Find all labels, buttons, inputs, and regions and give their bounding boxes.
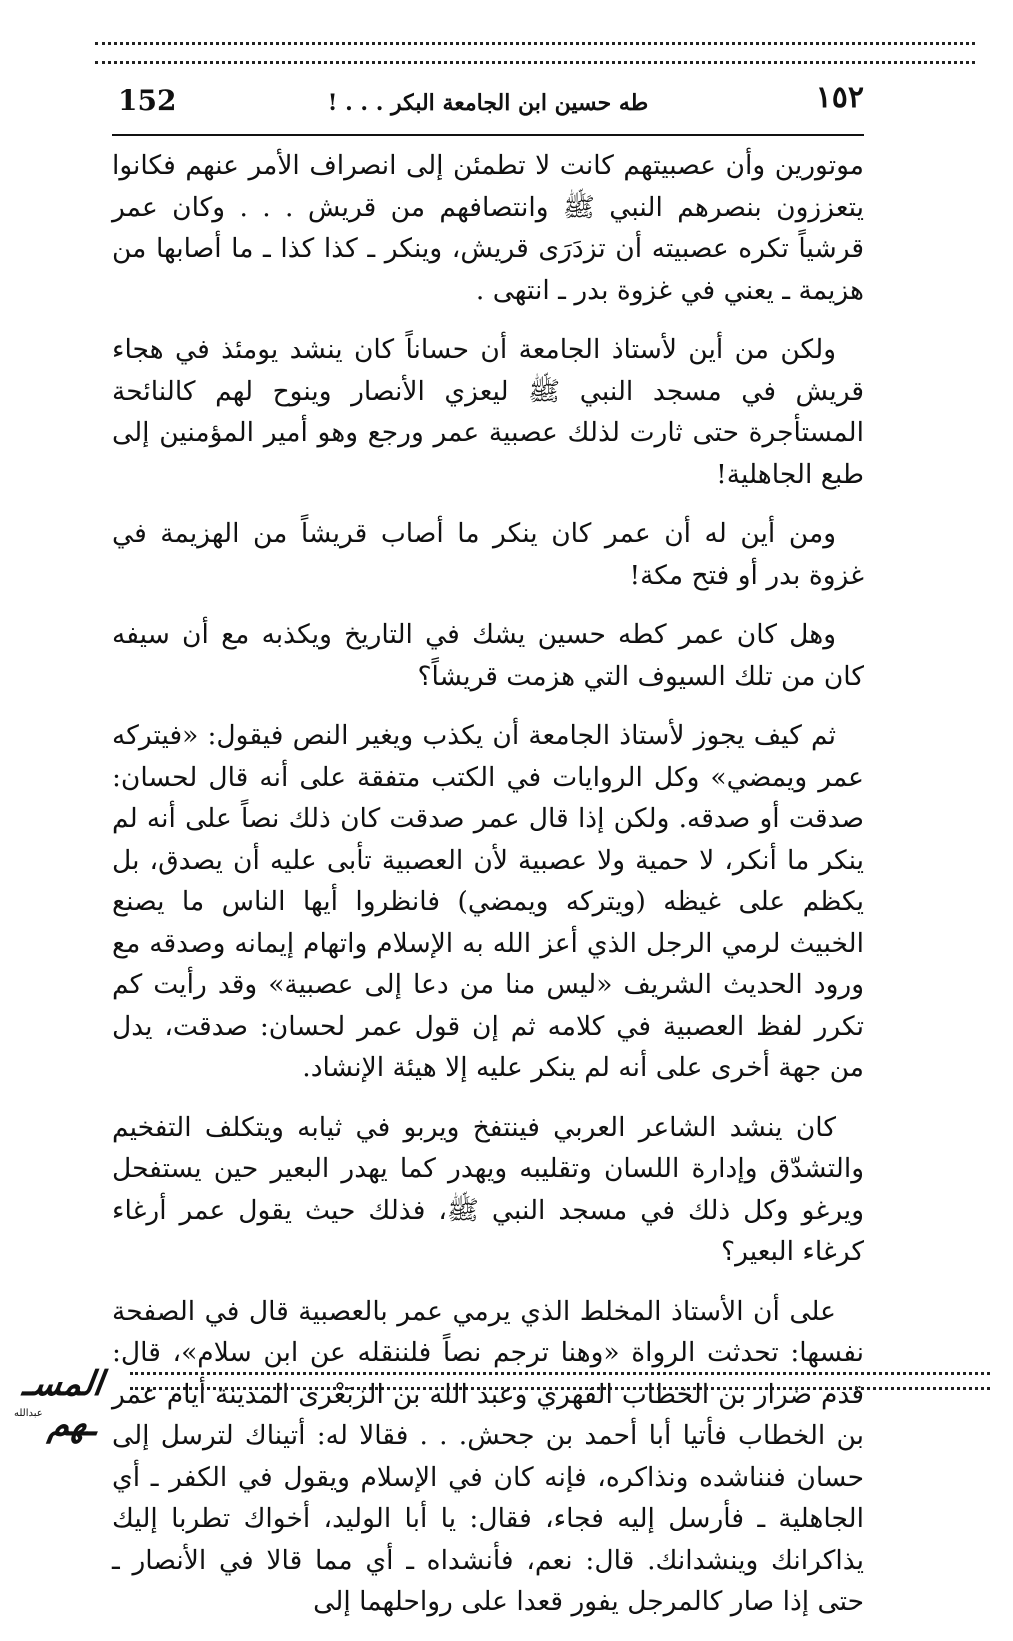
logo-text: المسـ ـهم xyxy=(20,1364,106,1444)
running-title: طه حسين ابن الجامعة البكر . . . ! xyxy=(327,90,649,116)
page-header xyxy=(112,74,864,136)
logo-subtext: عبدالله xyxy=(14,1408,43,1419)
decorative-border-bottom xyxy=(130,1372,990,1390)
watermark-logo xyxy=(0,1360,106,1444)
paragraph-1: موتورين وأن عصبيتهم كانت لا تطمئن إلى انصراف الأمر عنهم فكانوا يتعززون بنصرهم النبي ﷺ وانتصافهم من قريش . . . وكان عمر قرشياً تكره عصبيته أن تزدَرَى قريش، وينكر ـ كذا كذا ـ ما أصابها من هزيمة ـ يعني في غزوة بدر ـ انتهى . xyxy=(112,150,864,306)
paragraph-3: ومن أين له أن عمر كان ينكر ما أصاب قريشاً من الهزيمة في غزوة بدر أو فتح مكة! xyxy=(112,518,864,591)
paragraph-2: ولكن من أين لأستاذ الجامعة أن حساناً كان ينشد يومئذ في هجاء قريش في مسجد النبي ﷺ ليعزي الأنصار وينوح لهم كالنائحة المستأجرة حتى ثارت لذلك عصبية عمر ورجع وهو أمير المؤمنين إلى طبع الجاهلية! xyxy=(112,334,864,490)
page-number-arabic: ١٥٢ xyxy=(815,80,864,115)
page-number-latin: 152 xyxy=(118,84,177,117)
paragraph-6: كان ينشد الشاعر العربي فينتفخ ويربو في ثيابه ويتكلف التفخيم والتشدّق وإدارة اللسان وتقليبه ويهدر كما يهدر البعير حين يستفحل ويرغو وكل ذلك في مسجد النبي ﷺ، فذلك حيث يقول عمر أرغاء كرغاء البعير؟ xyxy=(112,1111,864,1267)
page-body xyxy=(112,145,864,1641)
paragraph-5: ثم كيف يجوز لأستاذ الجامعة أن يكذب ويغير النص فيقول: «فيتركه عمر ويمضي» وكل الروايات في الكتب متفقة على أنه قال لحسان: صدقت أو صدقه. ولكن إذا قال عمر صدقت كان ذلك نصاً على أنه لم ينكر ما أنكر، لا حمية ولا عصبية لأن العصبية تأبى عليه أن يصدق، بل يكظم على غيظه (ويتركه ويمضي) فانظروا أيها الناس ما يصنع الخبيث لرمي الرجل الذي أعز الله به الإسلام واتهام إيمانه وصدقه مع ورود الحديث الشريف «ليس منا من دعا إلى عصبية» وقد رأيت كم تكرر لفظ العصبية في كلامه ثم إن قول عمر لحسان: صدقت، يدل من جهة أخرى على أنه لم ينكر عليه إلا هيئة الإنشاد. xyxy=(112,720,864,1083)
paragraph-7: على أن الأستاذ المخلط الذي يرمي عمر بالعصبية قال في الصفحة نفسها: تحدثت الرواة «وهنا ترجم نصاً فلننقله عن ابن سلام»، قال: قدم ضرار بن الخطاب الفهري وعبد الله بن الزبَعْرى المدينة أيام عمر بن الخطاب فأتيا أبا أحمد بن جحش. . . فقالا له: أتيناك لترسل إلى حسان فنناشده ونذاكره، فإنه كان في الإسلام ويقول في الكفر ـ أي الجاهلية ـ فأرسل إليه فجاء، فقال: يا أبا الوليد، أخواك تطربا إليك يذاكرانك وينشدانك. قال: نعم، فأنشداه ـ أي مما قالا في الأنصار ـ حتى إذا صار كالمرجل يفور قعدا على رواحلهما إلى xyxy=(112,1295,864,1617)
decorative-border-top xyxy=(95,42,975,64)
paragraph-4: وهل كان عمر كطه حسين يشك في التاريخ ويكذبه مع أن سيفه كان من تلك السيوف التي هزمت قريشاً؟ xyxy=(112,619,864,692)
